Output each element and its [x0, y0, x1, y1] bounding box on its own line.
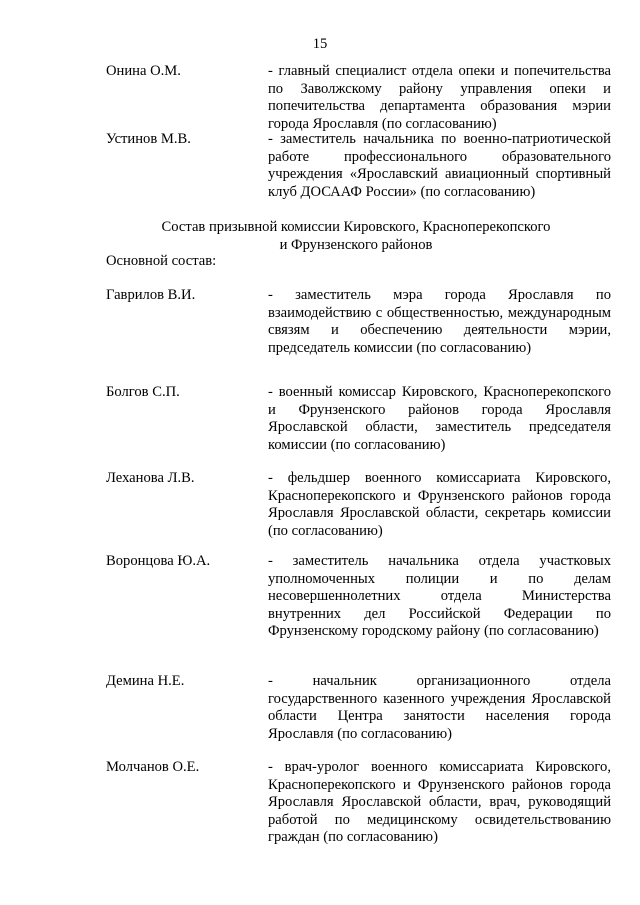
member-role: - заместитель начальника по военно-патриотической работе профессионального образовательного учреждения «Ярославский авиационный спортивный клуб ДОСААФ России» (по согласованию) — [268, 131, 611, 200]
member-name: Устинов М.В. — [106, 131, 191, 147]
section-title — [106, 219, 606, 254]
section-subheading: Основной состав: — [106, 253, 217, 269]
member-name: Молчанов О.Е. — [106, 759, 200, 775]
member-name: Воронцова Ю.А. — [106, 553, 211, 569]
section-title-line: Состав призывной комиссии Кировского, Красноперекопского — [161, 219, 551, 235]
member-role: - заместитель начальника отдела участковых уполномоченных полиции и по делам несовершеннолетних отдела Министерства внутренних дел Российской Федерации по Фрунзенскому городскому району (по согласованию) — [268, 553, 611, 639]
page-number: 15 — [312, 36, 328, 52]
member-name: Болгов С.П. — [106, 384, 180, 400]
member-role: - врач-уролог военного комиссариата Кировского, Красноперекопского и Фрунзенского районов города Ярославля Ярославской области, врач, руководящий работой по медицинскому освидетельствованию граждан (по согласованию) — [268, 759, 611, 845]
member-role: - заместитель мэра города Ярославля по взаимодействию с общественностью, международным связям и обеспечению деятельности мэрии, председатель комиссии (по согласованию) — [268, 287, 611, 356]
member-name: Онина О.М. — [106, 63, 181, 79]
member-role: - фельдшер военного комиссариата Кировского, Красноперекопского и Фрунзенского районов города Ярославля Ярославской области, секретарь комиссии (по согласованию) — [268, 470, 611, 539]
member-role: - начальник организационного отдела государственного казенного учреждения Ярославской области Центра занятости населения города Ярославля (по согласованию) — [268, 673, 611, 742]
member-name: Леханова Л.В. — [106, 470, 195, 486]
section-title-line: и Фрунзенского районов — [279, 236, 433, 253]
member-name: Гаврилов В.И. — [106, 287, 196, 303]
member-role: - военный комиссар Кировского, Красноперекопского и Фрунзенского районов города Ярославля Ярославской области, заместитель председателя комиссии (по согласованию) — [268, 384, 611, 453]
member-role: - главный специалист отдела опеки и попечительства по Заволжскому району управления опеки и попечительства департамента образования мэрии города Ярославля (по согласованию) — [268, 63, 611, 132]
member-name: Демина Н.Е. — [106, 673, 185, 689]
